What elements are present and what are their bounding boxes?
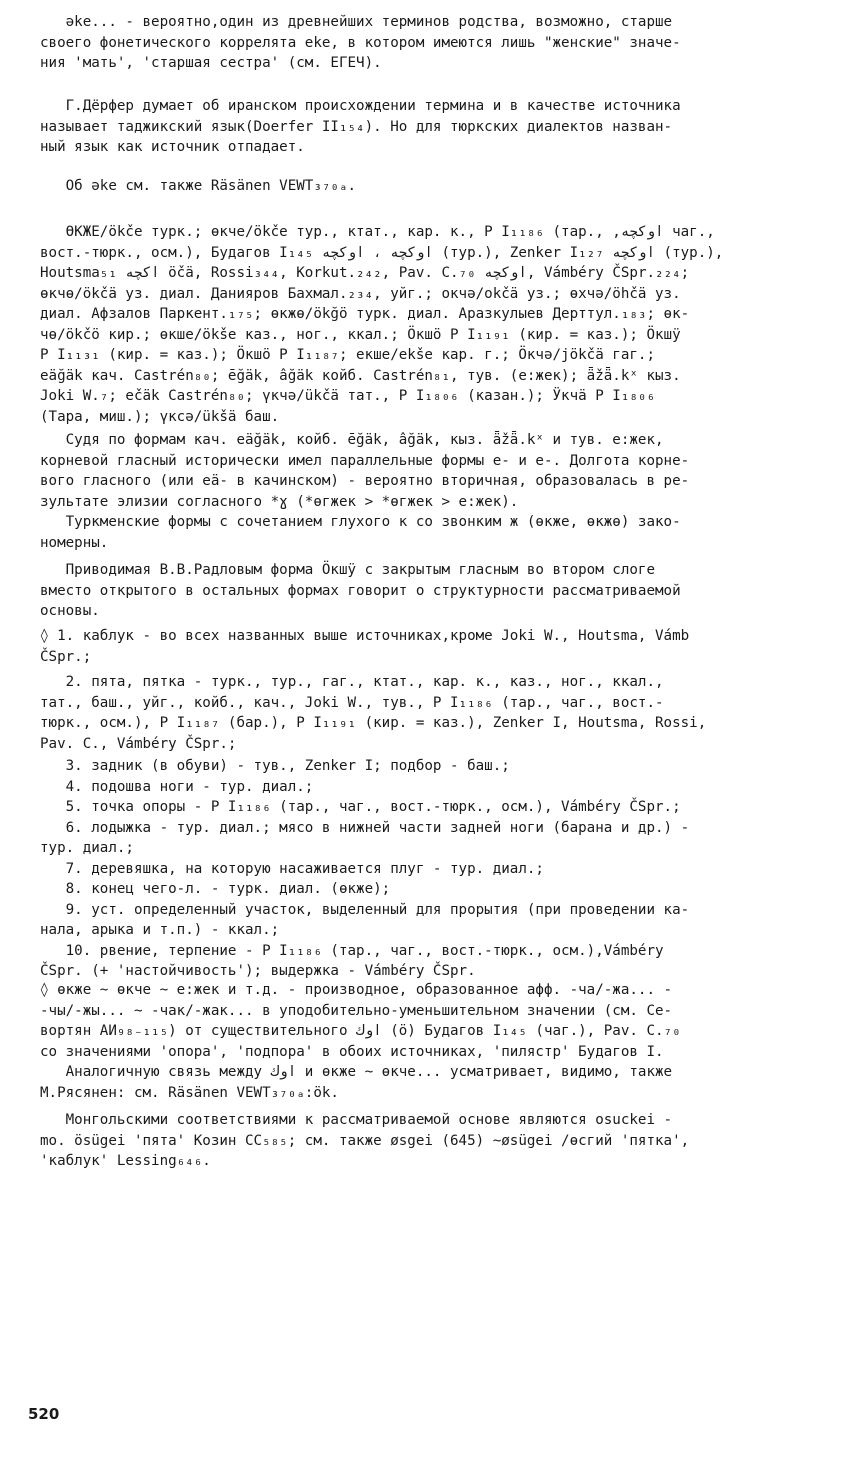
text-line: Pav. C., Vámbéry ČSpr.;	[40, 735, 237, 752]
text-line: ◊ 1. каблук - во всех названных выше источниках,кроме Joki W., Houtsma, Vámb	[40, 628, 690, 644]
text-line: Приводимая В.В.Радловым форма Ӧкшӱ с закрытым гласным во втором слоге	[40, 562, 655, 578]
text-line: Г.Дёрфер думает об иранском происхождении термина и в качестве источника	[40, 98, 681, 114]
text-line: (Тара, миш.); үкcә/ükšä баш.	[40, 408, 280, 425]
text-line: вместо открытого в остальных формах говорит о структурности рассматриваемой	[40, 582, 681, 599]
paragraph-see-also	[40, 176, 856, 197]
paragraph-sources	[40, 222, 856, 427]
text-line: mo. ösügei 'пята' Козин СС₅₈₅; см. также øsgei (645) ~øsügei /өсгий 'пятка',	[40, 1132, 690, 1149]
text-line: 6. лодыжка - тур. диал.; мясо в нижней части задней ноги (барана и др.) -	[40, 819, 690, 836]
text-line: тюрк., осм.), Р I₁₁₈₇ (бар.), Р I₁₁₉₁ (кир. = каз.), Zenker I, Houtsma, Rossi,	[40, 715, 707, 731]
text-line: вортян АИ₉₈₋₁₁₅) от существительного اوك (ӧ) Будагов I₁₄₅ (чаг.), Pav. C.₇₀	[40, 1023, 681, 1039]
paragraph-mongolian	[40, 1110, 856, 1172]
text-line: 9. уст. определенный участок, выделенный для прорытия (при проведении ка-	[40, 901, 690, 918]
text-line: Аналогичную связь между اوك и өкже ~ өкче... усматривает, видимо, также	[40, 1064, 673, 1080]
text-line: 8. конец чего-л. - турк. диал. (өкже);	[40, 881, 391, 897]
text-line: 5. точка опоры - Р I₁₁₈₆ (тар., чаг., вост.-тюрк., осм.), Vámbéry ČSpr.;	[40, 799, 681, 815]
text-line: зультате элизии согласного *ɣ (*өгжек > *өгжек > е:жек).	[40, 493, 519, 510]
text-line: Joki W.₇; ečäk Castrén₈₀; үкчә/ükčä тат., Р I₁₈₀₆ (казан.); Ӱкчӓ Р I₁₈₀₆	[40, 388, 655, 404]
text-line: ◊ өкже ~ өкче ~ е:жек и т.д. - производное, образованное афф. -ча/-жа... -	[40, 982, 673, 998]
text-line: 4. подошва ноги - тур. диал.;	[40, 778, 314, 795]
text-line: 3. задник (в обуви) - тув., Zenker I; подбор - баш.;	[40, 758, 510, 774]
text-line: корневой гласный исторически имел параллельные формы е- и е-. Долгота корне-	[40, 452, 690, 469]
text-line: ČSpr.;	[40, 648, 92, 665]
text-line: Об əke см. также Räsänen VEWT₃₇₀ₐ.	[40, 178, 357, 194]
paragraph-meanings-3-9	[40, 756, 856, 982]
text-line: своего фонетического коррелята eke, в котором имеются лишь "женские" значе-	[40, 34, 681, 51]
text-line: тур. диал.;	[40, 840, 134, 856]
text-line: ный язык как источник отпадает.	[40, 139, 305, 155]
text-line: əke... - вероятно,один из древнейших терминов родства, возможно, старше	[40, 14, 673, 30]
paragraph-meaning-1	[40, 626, 856, 667]
text-line: диал. Афзалов Паркент.₁₇₅; өкжө/ökğö турк. диал. Аразкулыев Дерттул.₁₈₃; өк-	[40, 306, 690, 322]
paragraph-analogy	[40, 1062, 856, 1103]
text-line: Монгольскими соответствиями к рассматриваемой основе являются osuckei -	[40, 1112, 673, 1128]
text-line: өкчө/ökčä уз. диал. Данияров Бахмал.₂₃₄, уйг.; окчә/okčä уз.; өхчә/öhčä уз.	[40, 285, 681, 302]
text-line: нала, арыка и т.п.) - ккал.;	[40, 922, 280, 938]
paragraph-intro	[40, 12, 856, 74]
paragraph-doerfer	[40, 96, 856, 158]
paragraph-phonetics	[40, 430, 856, 512]
text-line: называет таджикский язык(Doerfer II₁₅₄). Но для тюркских диалектов назван-	[40, 118, 673, 135]
text-line: Houtsma₅₁ اکچه öčä, Rossi₃₄₄, Korkut.₂₄₂, Pav. C.₇₀ اوکچه, Vámbéry ČSpr.₂₂₄;	[40, 265, 690, 281]
text-line: номерны.	[40, 534, 109, 551]
text-line: 2. пята, пятка - турк., тур., гаг., ктат., кар. к., каз., ног., ккал.,	[40, 674, 664, 690]
paragraph-turkmen	[40, 512, 856, 553]
text-line: Туркменские формы с сочетанием глухого к со звонким ж (өкже, өкжө) зако-	[40, 514, 681, 530]
text-line: вост.-тюрк., осм.), Будагов I₁₄₅ اوکچه ، اوکچه (тур.), Zenker I₁₂₇ اوکچه (тур.),	[40, 244, 724, 261]
text-line: eäğäk кач. Castrén₈₀; ēğäk, âğäk койб. Castrén₈₁, тув. (е:жек); ǟžǟ.kˣ кыз.	[40, 367, 681, 384]
paragraph-radlov	[40, 560, 856, 622]
text-line: 'каблук' Lessing₆₄₆.	[40, 1153, 211, 1169]
page-number: 520	[28, 1405, 60, 1423]
text-line: основы.	[40, 603, 100, 619]
text-line: 7. деревяшка, на которую насаживается плуг - тур. диал.;	[40, 860, 544, 877]
text-line: М.Рясянен: см. Räsänen VEWT₃₇₀ₐ:ök.	[40, 1084, 339, 1101]
text-line: ӨКЖЕ/ökčе турк.; өкчe/ökče тур., ктат., кар. к., Р I₁₁₈₆ (тар., ,اوکچه чаг.,	[40, 224, 715, 240]
text-line: тат., баш., уйг., койб., кач., Joki W., тув., Р I₁₁₈₆ (тар., чаг., вост.-	[40, 694, 664, 711]
text-line: ния 'мать', 'старшая сестра' (см. ЕГЕЧ).	[40, 55, 382, 71]
text-line: чө/ökčö кир.; өкше/ökše каз., ног., ккал.; Ӧкшӧ Р I₁₁₉₁ (кир. = каз.); Ӧкшӱ	[40, 326, 681, 343]
paragraph-meaning-2	[40, 672, 856, 754]
text-line: ČSpr. (+ 'настойчивость'); выдержка - Vámbéry ČSpr.	[40, 963, 476, 979]
text-line: -чы/-жы... ~ -чак/-жак... в уподобительно-уменьшительном значении (см. Се-	[40, 1002, 673, 1019]
text-line: вого гласного (или еä- в качинском) - вероятно вторичная, образовалась в ре-	[40, 473, 690, 489]
text-line: со значениями 'опора', 'подпора' в обоих источниках, 'пилястр' Будагов I.	[40, 1043, 664, 1060]
text-line: Р I₁₁₃₁ (кир. = каз.); Ӧкшӧ Р I₁₁₈₇; екше/ekše кар. г.; Ӧкчә/jökčä гаг.;	[40, 347, 655, 363]
paragraph-derivation	[40, 980, 856, 1062]
text-line: Судя по формам кач. eäğäk, койб. ēğäk, âğäk, кыз. ǟžǟ.kˣ и тув. е:жек,	[40, 432, 664, 448]
text-line: 10. рвение, терпение - Р I₁₁₈₆ (тар., чаг., вост.-тюрк., осм.),Vámbéry	[40, 942, 664, 959]
